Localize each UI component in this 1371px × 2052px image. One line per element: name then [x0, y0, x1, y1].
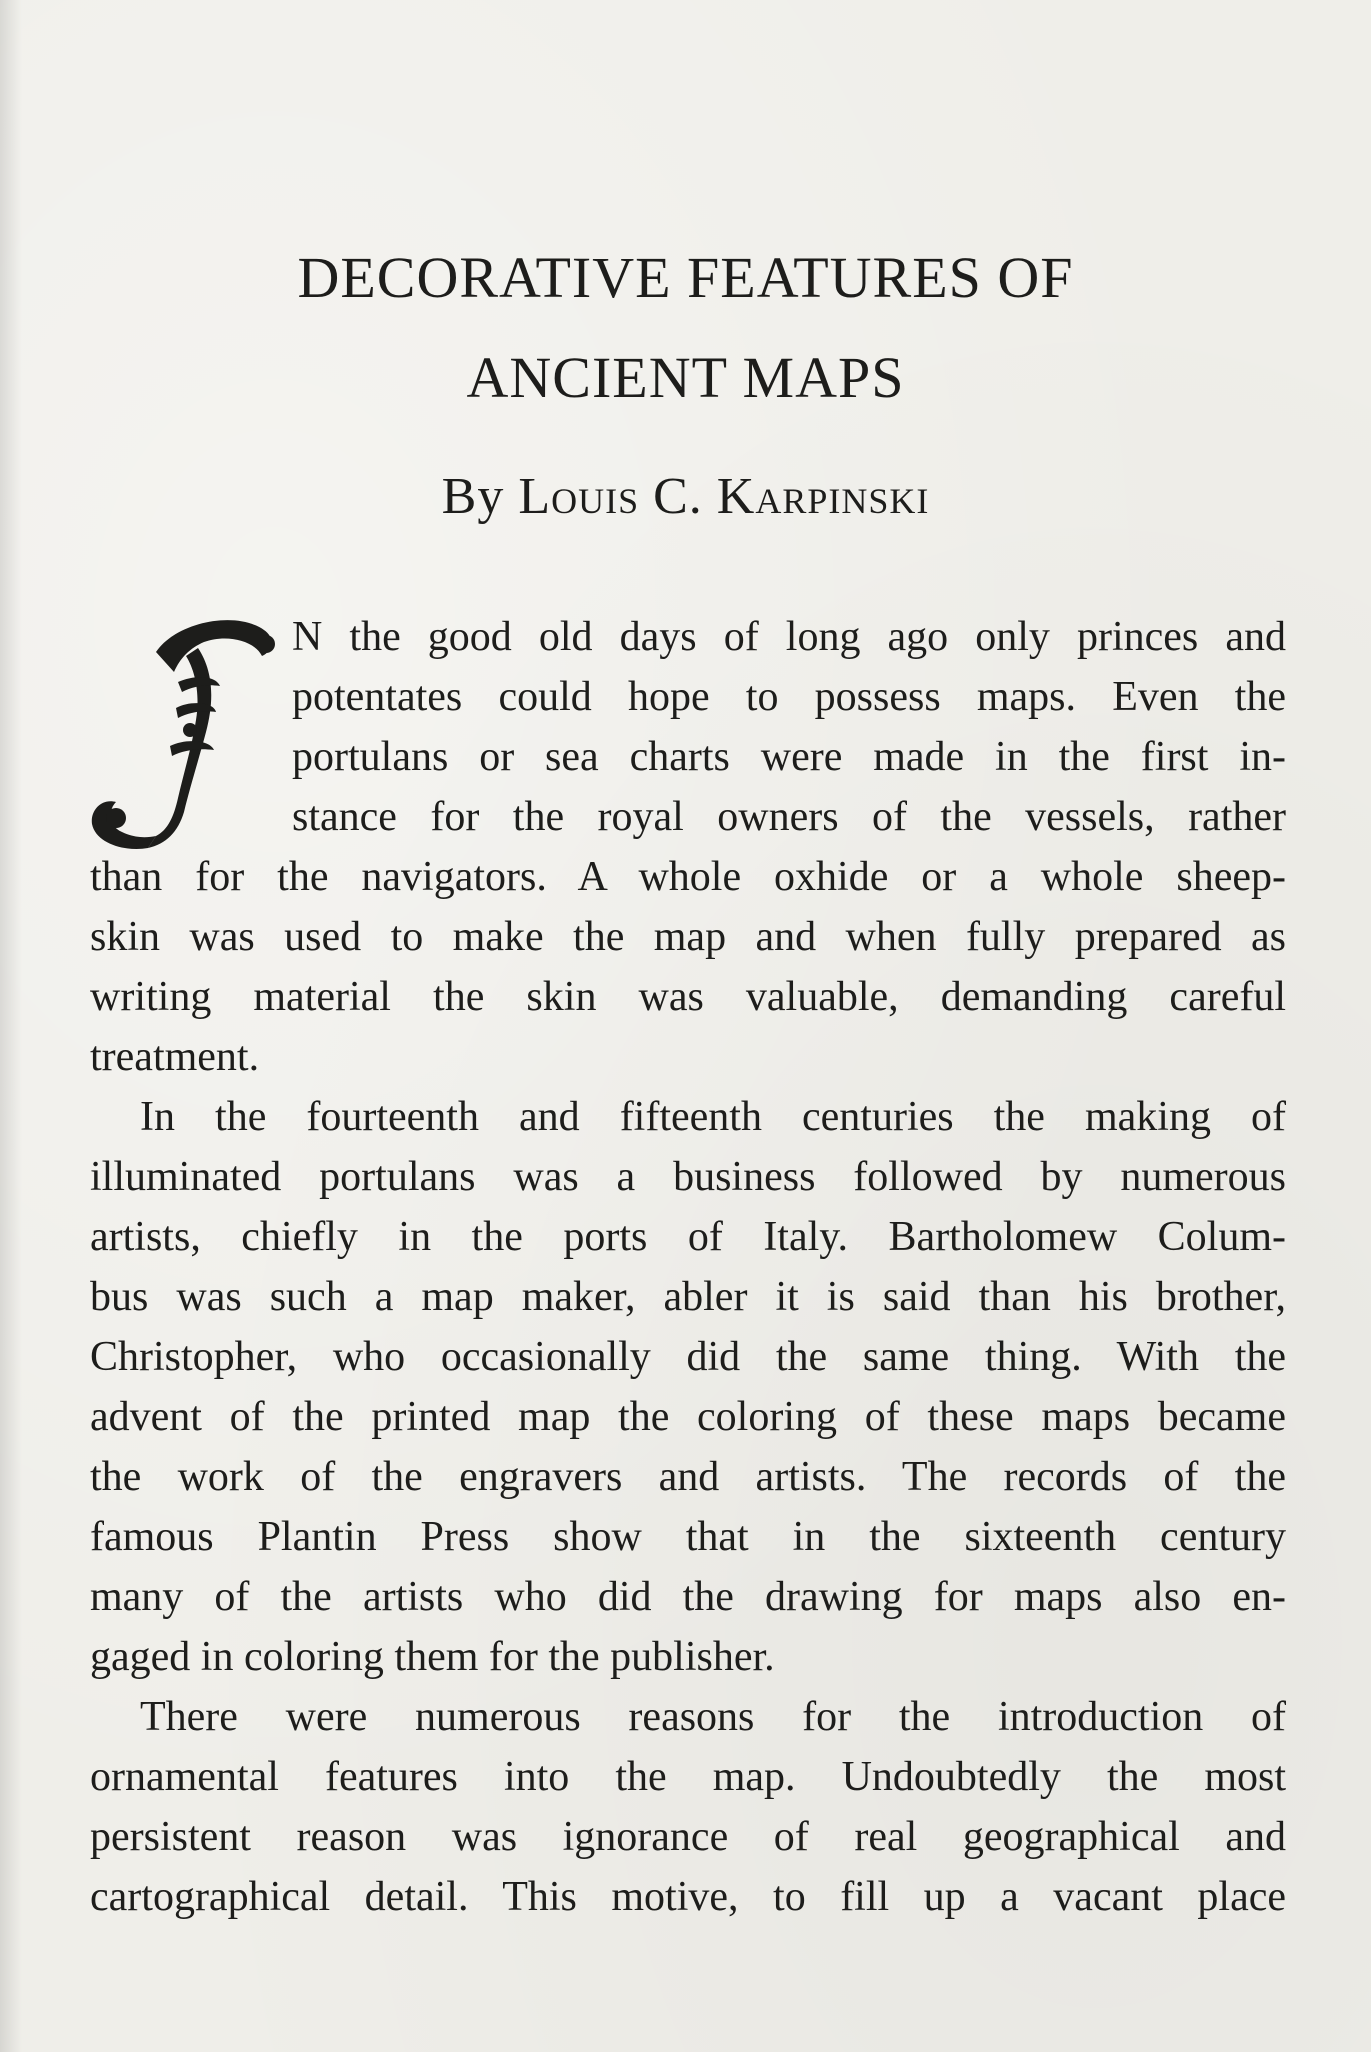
paragraph-1	[90, 607, 1286, 1087]
text-line: In the fourteenth and fifteenth centuries the making of	[140, 1094, 1286, 1140]
article-title	[0, 228, 1371, 428]
text-line: gaged in coloring them for the publisher.	[90, 1634, 775, 1680]
title-line-2: ANCIENT MAPS	[466, 345, 905, 410]
text-line: N the good old days of long ago only princes and	[292, 614, 1286, 660]
paragraph-3	[90, 1687, 1286, 1927]
text-line: portulans or sea charts were made in the first in-	[292, 734, 1286, 780]
paragraph-2	[90, 1087, 1286, 1687]
byline-by: By	[441, 468, 505, 525]
byline-author: Louis C. Karpinski	[518, 468, 930, 525]
text-line: famous Plantin Press show that in the sixteenth century	[90, 1514, 1286, 1560]
text-line: advent of the printed map the coloring of these maps became	[90, 1394, 1286, 1440]
byline	[0, 462, 1371, 532]
text-line: than for the navigators. A whole oxhide or a whole sheep-	[90, 854, 1286, 900]
text-line: writing material the skin was valuable, demanding careful	[90, 974, 1286, 1020]
text-line: Christopher, who occasionally did the same thing. With the	[90, 1334, 1286, 1380]
text-line: treatment.	[90, 1034, 260, 1080]
text-line: many of the artists who did the drawing for maps also en-	[90, 1574, 1286, 1620]
text-line: skin was used to make the map and when fully prepared as	[90, 914, 1286, 960]
text-line: the work of the engravers and artists. The records of the	[90, 1454, 1286, 1500]
text-line: persistent reason was ignorance of real geographical and	[90, 1814, 1286, 1860]
text-line: cartographical detail. This motive, to fill up a vacant place	[90, 1874, 1286, 1920]
text-line: bus was such a map maker, abler it is said than his brother,	[90, 1274, 1286, 1320]
text-line: artists, chiefly in the ports of Italy. Bartholomew Colum-	[90, 1214, 1286, 1260]
text-line: potentates could hope to possess maps. Even the	[292, 674, 1286, 720]
text-line: stance for the royal owners of the vessels, rather	[292, 794, 1286, 840]
text-line: ornamental features into the map. Undoubtedly the most	[90, 1754, 1286, 1800]
title-line-1: DECORATIVE FEATURES OF	[297, 245, 1074, 310]
text-line: There were numerous reasons for the introduction of	[140, 1694, 1286, 1740]
text-line: illuminated portulans was a business followed by numerous	[90, 1154, 1286, 1200]
